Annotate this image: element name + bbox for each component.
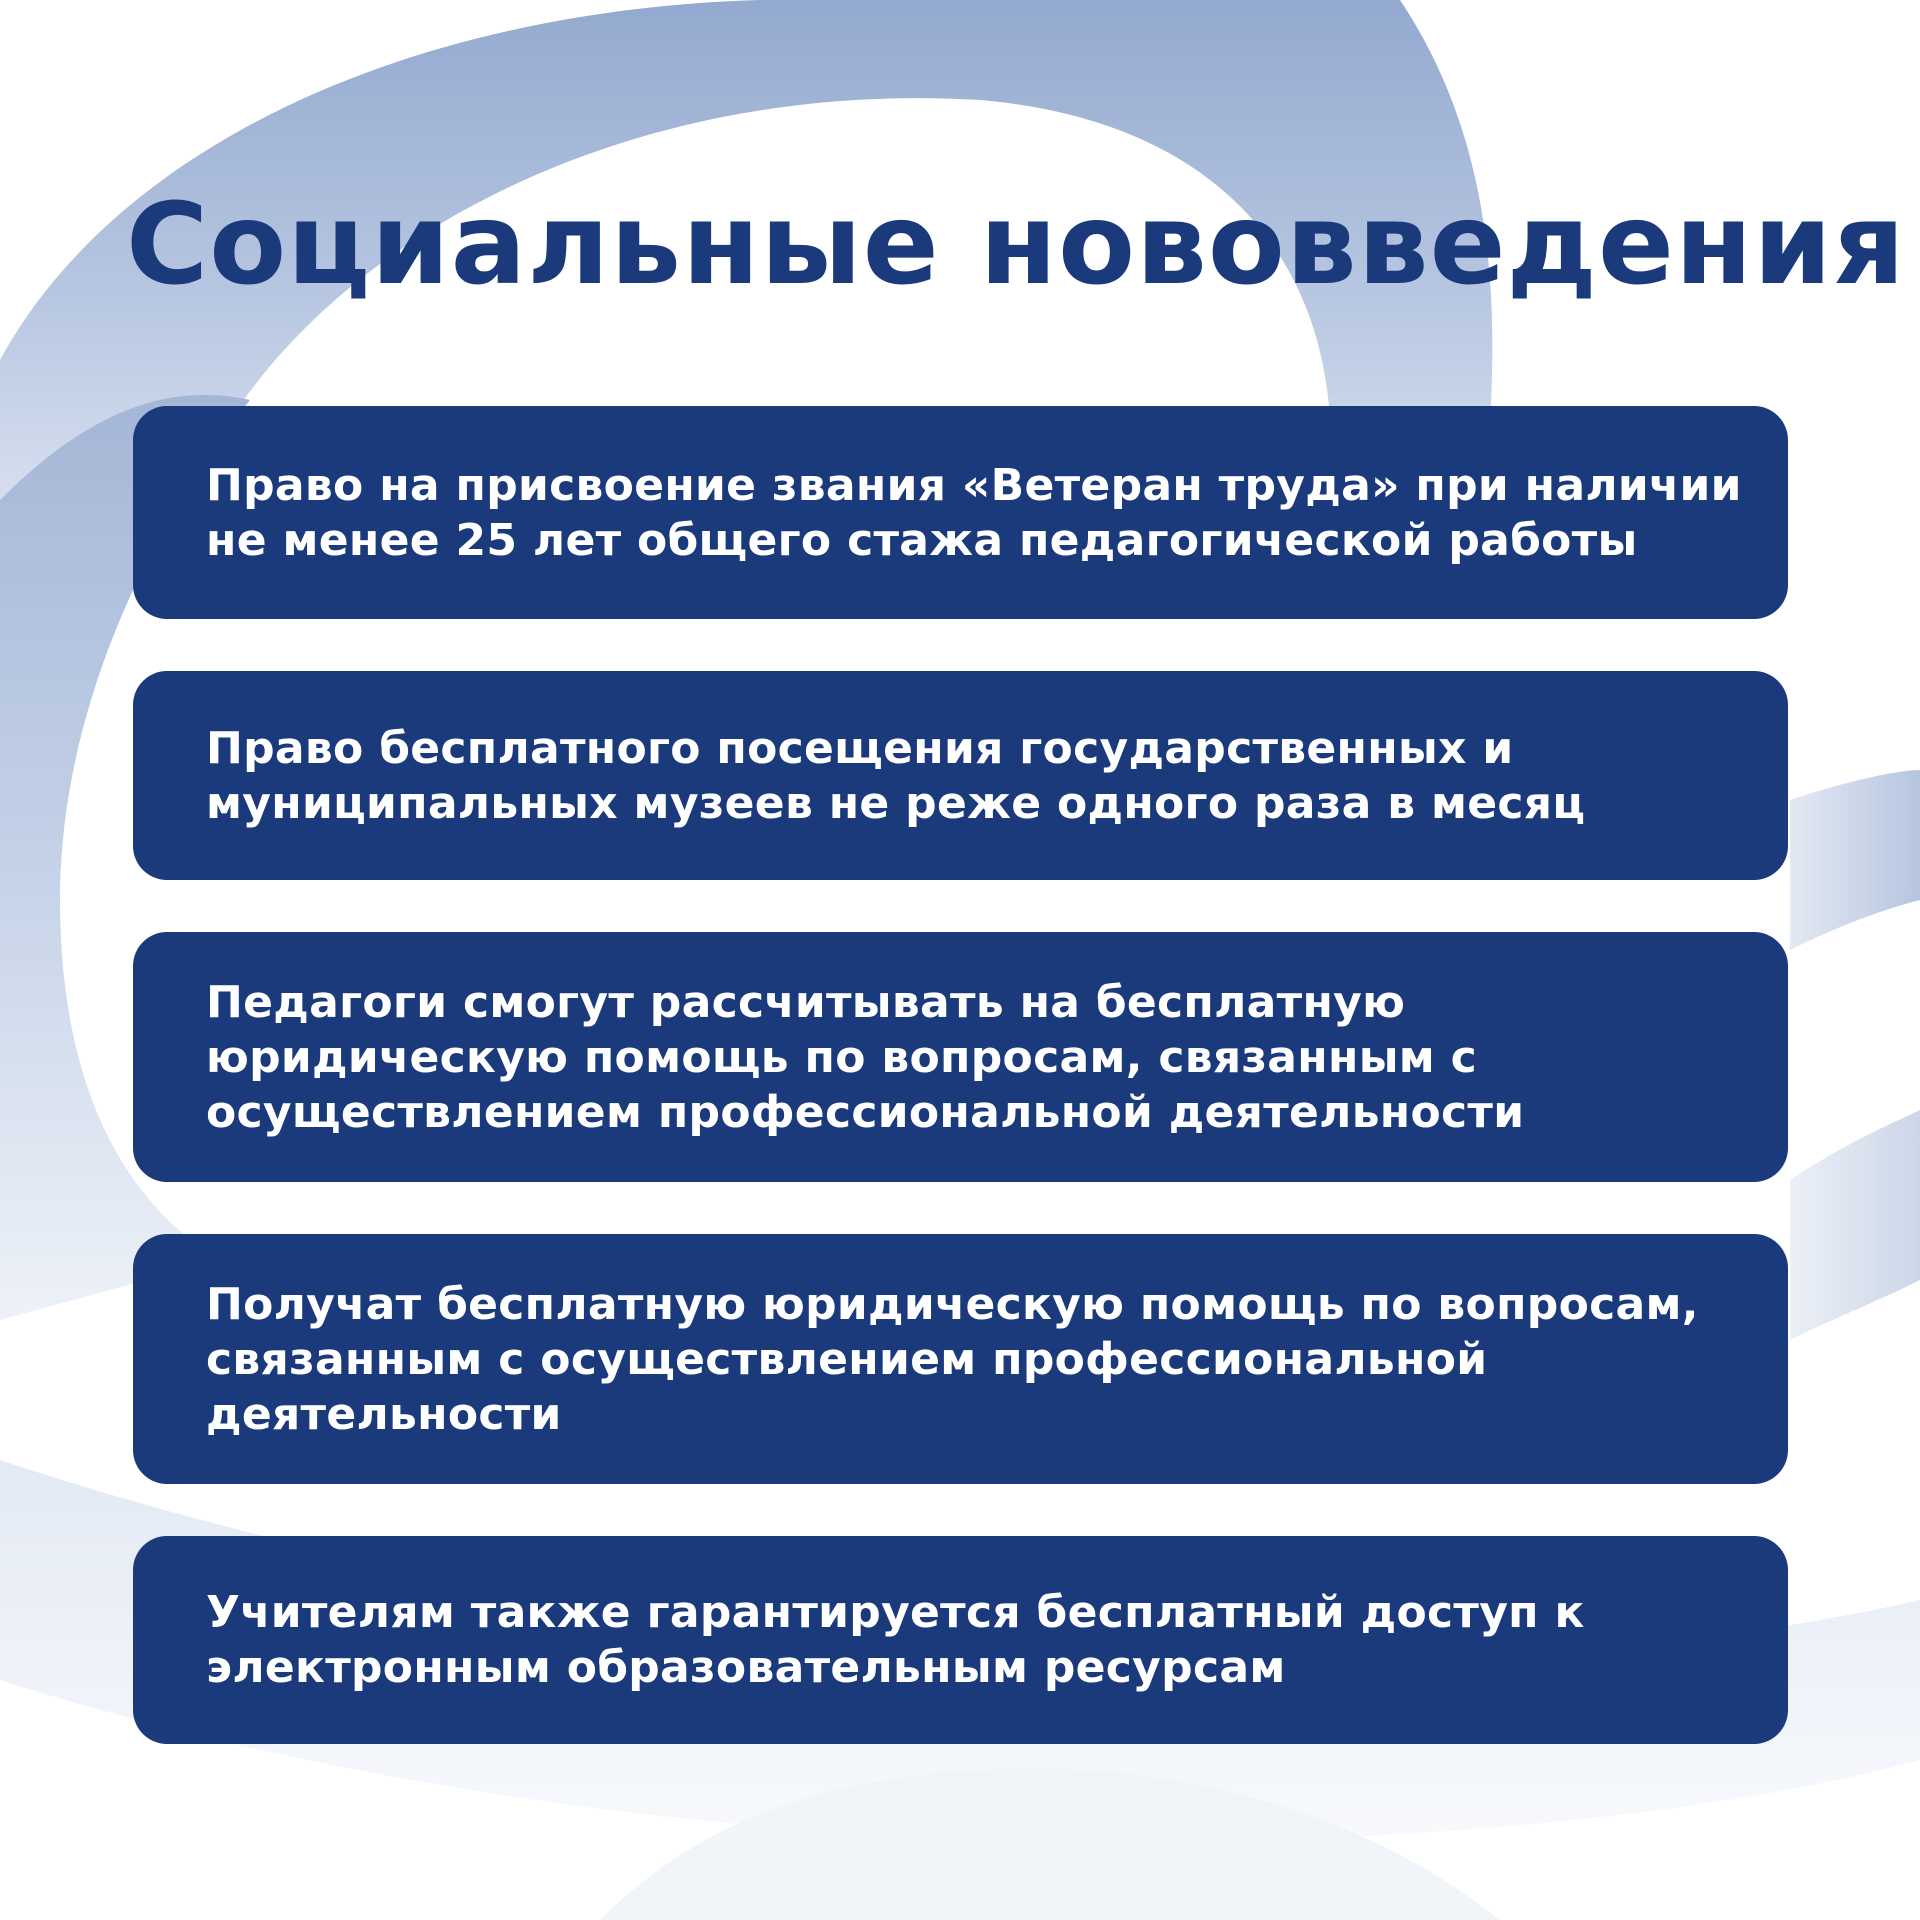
innovation-card-text: Право бесплатного посещения государственных и муниципальных музеев не реже одного раза в месяц xyxy=(206,722,1586,829)
innovation-card-text: Педагоги смогут рассчитывать на бесплатную юридическую помощь по вопросам, связанным с осуществлением профессиональной деятельности xyxy=(206,976,1525,1138)
innovation-card xyxy=(133,406,1788,619)
innovation-card xyxy=(133,1536,1788,1744)
page-title: Социальные нововведения xyxy=(126,180,1906,310)
innovation-card-text: Получат бесплатную юридическую помощь по вопросам, связанным с осуществлением профессиональной деятельности xyxy=(206,1278,1699,1440)
innovation-card-text: Право на присвоение звания «Ветеран труда» при наличии не менее 25 лет общего стажа педагогической работы xyxy=(206,459,1742,566)
innovation-card xyxy=(133,671,1788,880)
innovation-card xyxy=(133,1234,1788,1484)
innovation-card xyxy=(133,932,1788,1182)
innovation-card-text: Учителям также гарантируется бесплатный доступ к электронным образовательным ресурсам xyxy=(206,1587,1585,1693)
